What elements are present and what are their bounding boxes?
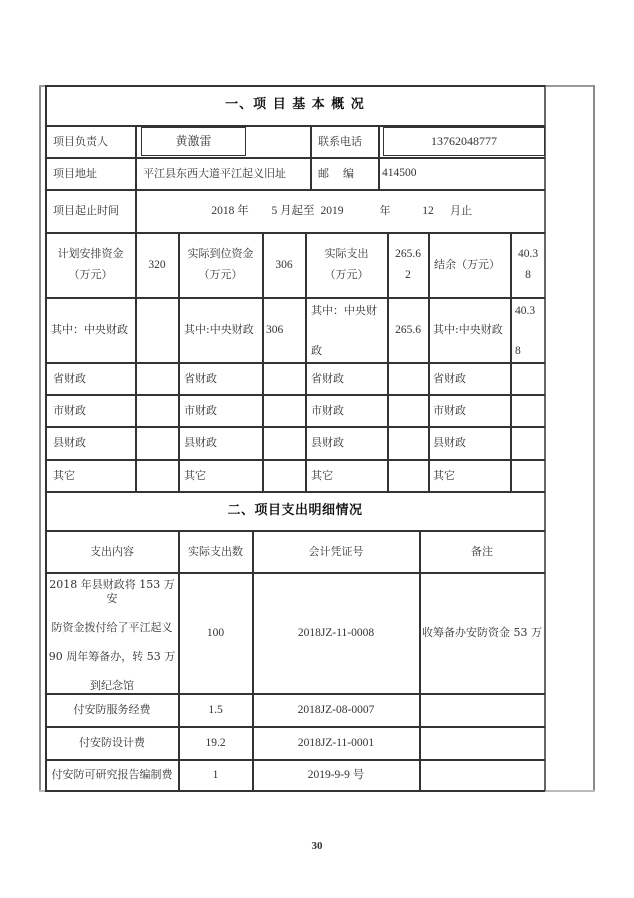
- sub-row-label: 县财政: [433, 436, 466, 450]
- leader-label: 项目负责人: [53, 134, 108, 148]
- central-planned-label: 其中：中央财政: [51, 323, 128, 337]
- expense-voucher: 2019-9-9 号: [307, 768, 365, 781]
- expense-note: 收筹备办安防资金 53 万: [422, 626, 542, 640]
- planned-funds-label-line2: （万元）: [68, 268, 113, 281]
- sub-row-label: 其它: [433, 468, 455, 482]
- expense-content: [46, 573, 178, 693]
- section2-title: 二、项目支出明细情况: [227, 502, 363, 518]
- period-end-month: 12: [422, 204, 434, 217]
- sub-row-label: 市财政: [311, 403, 344, 417]
- planned-funds-value: 320: [148, 258, 166, 271]
- sub-row-label: 市财政: [53, 403, 86, 417]
- central-planned-value: [136, 298, 178, 362]
- expense-content: 付安防服务经费: [73, 703, 151, 717]
- balance-value: [511, 233, 545, 297]
- actual-in-funds-label-line2: （万元）: [198, 268, 243, 281]
- expense-amount: 19.2: [205, 736, 226, 749]
- expense-content-line: 2018 年县财政将 153 万安: [49, 578, 175, 605]
- central-balance-value-line1: 40.3: [515, 305, 536, 317]
- header-amount: 实际支出数: [188, 544, 243, 558]
- period-end-suffix: 月止: [450, 204, 472, 218]
- expense-voucher: 2018JZ-11-0008: [297, 626, 375, 639]
- zip-value: 414500: [382, 167, 417, 180]
- balance-label: 结余（万元）: [434, 258, 500, 272]
- expense-amount: 1.5: [208, 703, 223, 716]
- balance-value-line1: 40.3: [517, 248, 539, 261]
- expense-content-line: 90 周年筹备办，转 53 万: [48, 650, 176, 664]
- central-spent-value: 265.6: [395, 323, 421, 336]
- central-actual-in-label: 其中:中央财政: [184, 323, 254, 337]
- expense-content-line: 防资金拨付给了平江起义: [51, 620, 173, 634]
- row-line: [45, 790, 545, 792]
- expense-content-line: 到纪念馆: [90, 679, 134, 693]
- actual-in-funds-label: [179, 233, 262, 297]
- planned-funds-label: [46, 233, 135, 297]
- expense-amount: 1: [212, 768, 219, 781]
- central-spent-label-line1: 其中：中央财: [311, 304, 377, 317]
- zip-label: 邮 编: [318, 166, 354, 180]
- sub-row-label: 县财政: [311, 436, 344, 450]
- spent-value: [388, 233, 428, 297]
- period-year-suffix: 年: [379, 204, 391, 218]
- expense-note: [420, 760, 544, 790]
- planned-funds-label-line1: 计划安排资金: [57, 247, 124, 261]
- sub-row-label: 县财政: [53, 436, 86, 450]
- expense-note: [420, 727, 544, 759]
- sub-row-label: 省财政: [433, 371, 466, 385]
- outer-frame-left: [39, 85, 41, 791]
- expense-amount: 100: [206, 626, 225, 639]
- header-content: 支出内容: [90, 544, 134, 558]
- page-number: 30: [311, 840, 323, 852]
- central-spent-label: [306, 298, 387, 362]
- period-start-month: 5 月起至: [271, 204, 315, 217]
- expense-note: [420, 694, 544, 726]
- sub-row-label: 其它: [184, 468, 206, 482]
- phone-field[interactable]: 13762048777: [383, 127, 545, 156]
- sub-row-label: 省财政: [53, 371, 86, 385]
- header-voucher: 会计凭证号: [308, 544, 364, 558]
- actual-in-funds-value: 306: [275, 258, 293, 271]
- expense-content: 付安防可研究报告编制费: [51, 768, 173, 782]
- section1-title: 一、项 目 基 本 概 况: [225, 97, 365, 113]
- sub-row-label: 其它: [311, 468, 333, 482]
- period-end-year: 2019: [320, 204, 344, 217]
- sub-row-label: 省财政: [184, 371, 217, 385]
- expense-voucher: 2018JZ-08-0007: [297, 703, 375, 716]
- table-border-right: [544, 85, 546, 791]
- period-start-year: 2018 年: [211, 204, 249, 217]
- central-balance-label: 其中:中央财政: [433, 323, 503, 337]
- central-balance-value-line2: 8: [515, 344, 521, 357]
- actual-in-funds-label-line1: 实际到位资金: [187, 247, 254, 261]
- sub-row-label: 其它: [53, 468, 75, 482]
- sub-row-label: 省财政: [311, 371, 344, 385]
- spent-value-line1: 265.6: [395, 248, 421, 261]
- balance-value-line2: 8: [525, 269, 531, 281]
- spent-label: [306, 233, 387, 297]
- spent-label-line2: （万元）: [324, 268, 369, 281]
- spent-label-line1: 实际支出: [324, 247, 369, 261]
- sub-row-label: 县财政: [184, 436, 217, 450]
- central-balance-value: [511, 298, 545, 362]
- sub-row-label: 市财政: [433, 403, 466, 417]
- expense-content: 付安防设计费: [79, 736, 145, 750]
- central-actual-in-value: 306: [266, 323, 284, 336]
- period-label: 项目起止时间: [53, 204, 119, 218]
- leader-name-field[interactable]: 黄激雷: [141, 127, 246, 156]
- phone-label: 联系电话: [318, 134, 362, 148]
- outer-frame-right: [593, 85, 595, 791]
- spent-value-line2: 2: [405, 269, 411, 281]
- header-note: 备注: [471, 544, 493, 558]
- central-spent-label-line2: 政: [311, 344, 322, 358]
- expense-voucher: 2018JZ-11-0001: [297, 736, 375, 749]
- sub-row-label: 市财政: [184, 403, 217, 417]
- address-value: 平江县东西大道平江起义旧址: [143, 166, 286, 180]
- address-label: 项目地址: [53, 166, 97, 180]
